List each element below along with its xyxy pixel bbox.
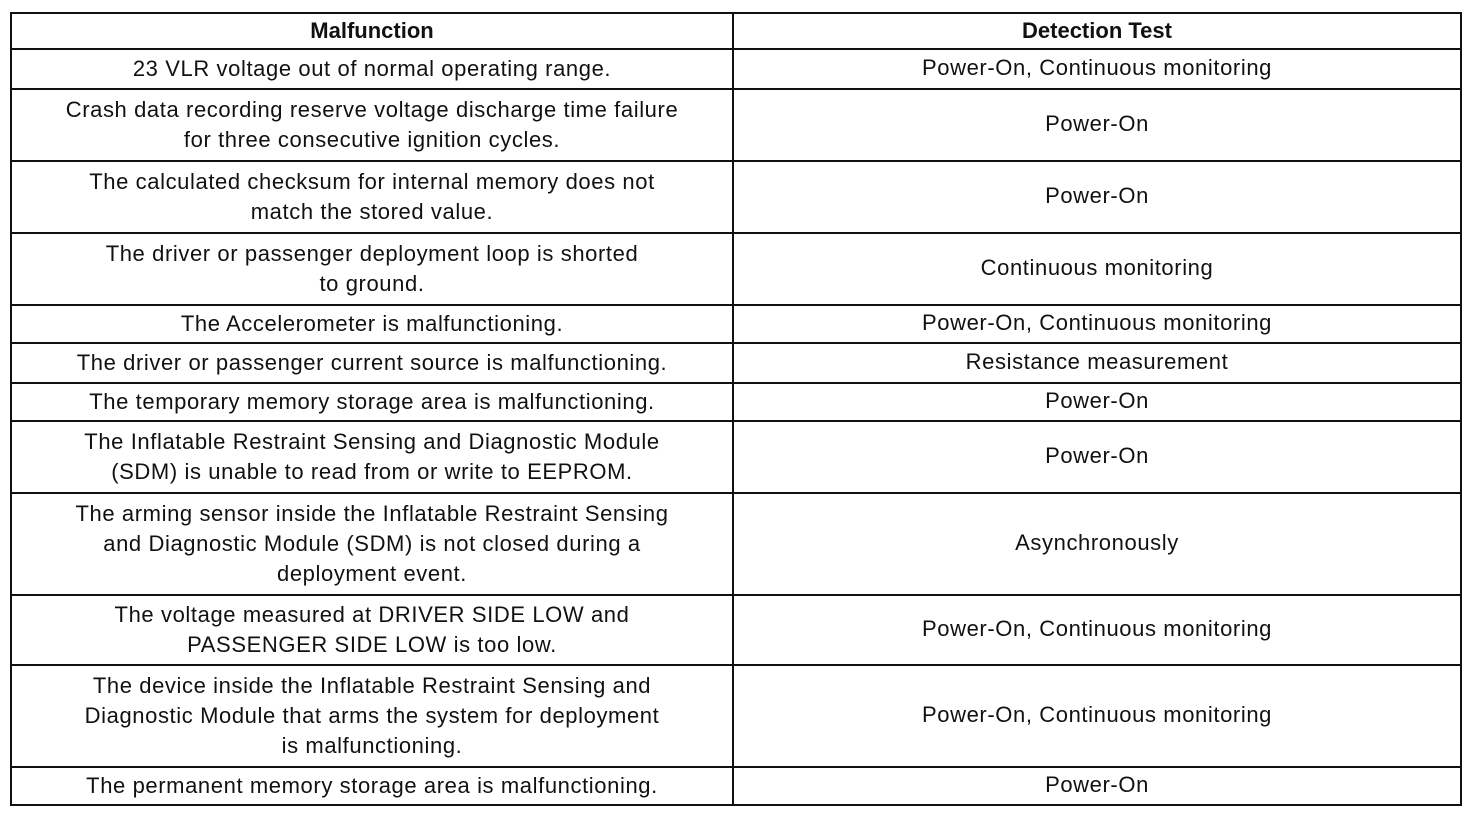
detection-test-cell: Power-On, Continuous monitoring [733,49,1461,89]
malfunction-cell [11,595,733,665]
malfunction-cell [11,421,733,493]
table-row [11,493,1461,595]
malfunction-text-line: The Accelerometer is malfunctioning. [180,311,564,336]
table-row [11,305,1461,343]
malfunction-text-line: Diagnostic Module that arms the system for deployment [84,703,660,728]
malfunction-text-line: The driver or passenger current source is malfunctioning. [76,350,668,375]
table-row [11,161,1461,233]
malfunction-text-line: and Diagnostic Module (SDM) is not closed during a [103,531,641,556]
detection-test-cell: Power-On [733,421,1461,493]
malfunction-text-line: Crash data recording reserve voltage discharge time failure [65,97,679,122]
malfunction-text-line: The device inside the Inflatable Restraint Sensing and [92,673,652,698]
malfunction-detection-table [10,12,1462,806]
detection-test-cell: Asynchronously [733,493,1461,595]
detection-test-cell: Power-On, Continuous monitoring [733,665,1461,767]
table-row [11,665,1461,767]
malfunction-text-line: The arming sensor inside the Inflatable Restraint Sensing [75,501,669,526]
malfunction-cell [11,343,733,383]
malfunction-cell [11,49,733,89]
header-detection-test: Detection Test [733,13,1461,49]
malfunction-cell [11,493,733,595]
malfunction-text-line: match the stored value. [250,199,494,224]
table-row [11,49,1461,89]
table-header-row [11,13,1461,49]
malfunction-text-line: The calculated checksum for internal memory does not [89,169,655,194]
table-row [11,233,1461,305]
table-row [11,595,1461,665]
malfunction-text-line: The Inflatable Restraint Sensing and Diagnostic Module [84,429,660,454]
malfunction-text-line: The temporary memory storage area is malfunctioning. [89,389,655,414]
table-row [11,767,1461,805]
malfunction-text-line: 23 VLR voltage out of normal operating range. [132,56,612,81]
malfunction-cell [11,305,733,343]
detection-test-cell: Power-On, Continuous monitoring [733,595,1461,665]
malfunction-cell [11,89,733,161]
malfunction-text-line: PASSENGER SIDE LOW is too low. [187,632,557,657]
detection-test-cell: Resistance measurement [733,343,1461,383]
malfunction-cell [11,665,733,767]
malfunction-text-line: deployment event. [277,561,467,586]
malfunction-text-line: for three consecutive ignition cycles. [183,127,561,152]
table-row [11,421,1461,493]
table-row [11,383,1461,421]
malfunction-cell [11,161,733,233]
malfunction-text-line: The driver or passenger deployment loop is shorted [105,241,639,266]
malfunction-text-line: The permanent memory storage area is malfunctioning. [86,773,658,798]
header-malfunction: Malfunction [11,13,733,49]
malfunction-cell [11,767,733,805]
malfunction-text-line: (SDM) is unable to read from or write to EEPROM. [111,459,633,484]
detection-test-cell: Power-On [733,767,1461,805]
malfunction-text-line: The voltage measured at DRIVER SIDE LOW and [114,602,630,627]
detection-test-cell: Continuous monitoring [733,233,1461,305]
table-row [11,89,1461,161]
malfunction-cell [11,233,733,305]
malfunction-text-line: is malfunctioning. [281,733,463,758]
detection-test-cell: Power-On, Continuous monitoring [733,305,1461,343]
table-row [11,343,1461,383]
detection-test-cell: Power-On [733,161,1461,233]
malfunction-cell [11,383,733,421]
malfunction-text-line: to ground. [319,271,425,296]
detection-test-cell: Power-On [733,383,1461,421]
detection-test-cell: Power-On [733,89,1461,161]
